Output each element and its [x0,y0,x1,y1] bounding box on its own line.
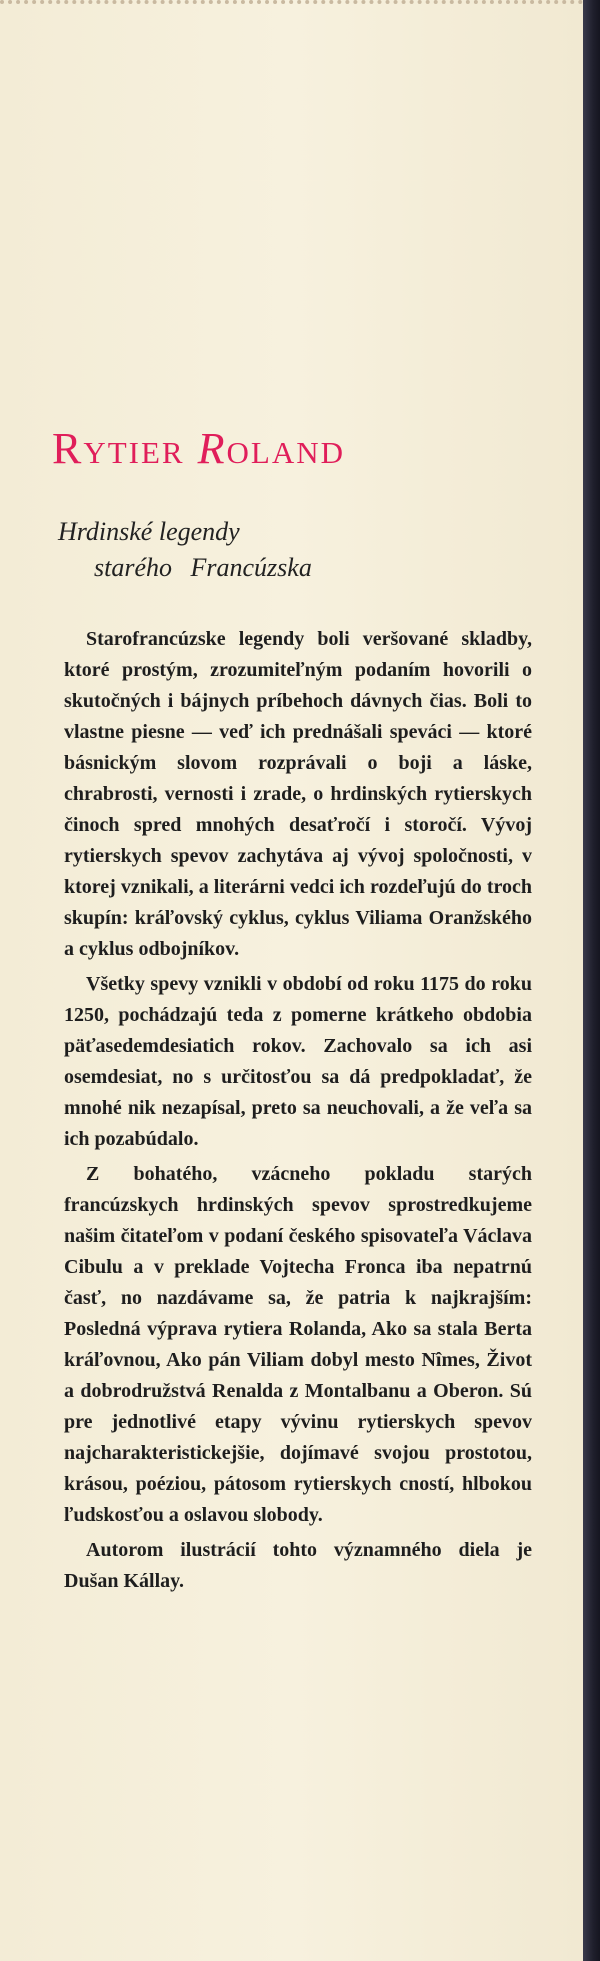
blurb-paragraph-3: Z bohatého, vzácneho pokladu starých francúzskych hrdinských spevov sprostredkujeme našim čitateľom v podaní českého spisovateľa Václava Cibulu a v preklade Vojtecha Fronca iba nepatrnú časť, no nazdávame sa, že patria k najkrajším: Posledná výprava rytiera Rolanda, Ako sa stala Berta kráľovnou, Ako pán Viliam dobyl mesto Nîmes, Život a dobrodružstvá Renalda z Montalbanu a Oberon. Sú pre jednotlivé etapy vývinu rytierskych spevov najcharakteristickejšie, dojímavé svojou prostotou, krásou, poéziou, pátosom rytierskych cností, hlbokou ľudskosťou a oslavou slobody. [64,1163,532,1526]
blurb-paragraph-4: Autorom ilustrácií tohto významného diela je Dušan Kállay. [64,1539,532,1592]
title-prefix: Rytier [52,424,198,473]
book-title [52,422,572,476]
title-rest: oland [226,424,345,473]
blurb-paragraph-1: Starofrancúzske legendy boli veršované skladby, ktoré prostým, zrozumiteľným podaním hovorili o skutočných i bájnych príbehoch dávnych čias. Boli to vlastne piesne — veď ich prednášali speváci — ktoré básnickým slovom rozprávali o boji a láske, chrabrosti, vernosti i zrade, o hrdinských rytierskych činoch spred mnohých desaťročí i storočí. Vývoj rytierskych spevov zachytáva aj vývoj spoločnosti, v ktorej vznikali, a literárni vedci ich rozdeľujú do troch skupín: kráľovský cyklus, cyklus Viliama Oranžského a cyklus odbojníkov. [64,628,532,960]
blurb-paragraph-2: Všetky spevy vznikli v období od roku 1175 do roku 1250, pochádzajú teda z pomerne krátkeho obdobia päťasedemdesiatich rokov. Zachovalo sa ich asi osemdesiat, no s určitosťou sa dá predpokladať, že mnohé nik nezapísal, preto sa neuchovali, a že veľa sa ich pozabúdalo. [64,973,532,1150]
blurb-text [64,624,532,1601]
cover-edge [583,0,600,1961]
title-italic-letter: R [197,424,227,473]
book-subtitle [58,514,538,586]
subtitle-line-1: Hrdinské legendy [58,517,240,546]
subtitle-line-2: starého Francúzska [94,553,312,582]
